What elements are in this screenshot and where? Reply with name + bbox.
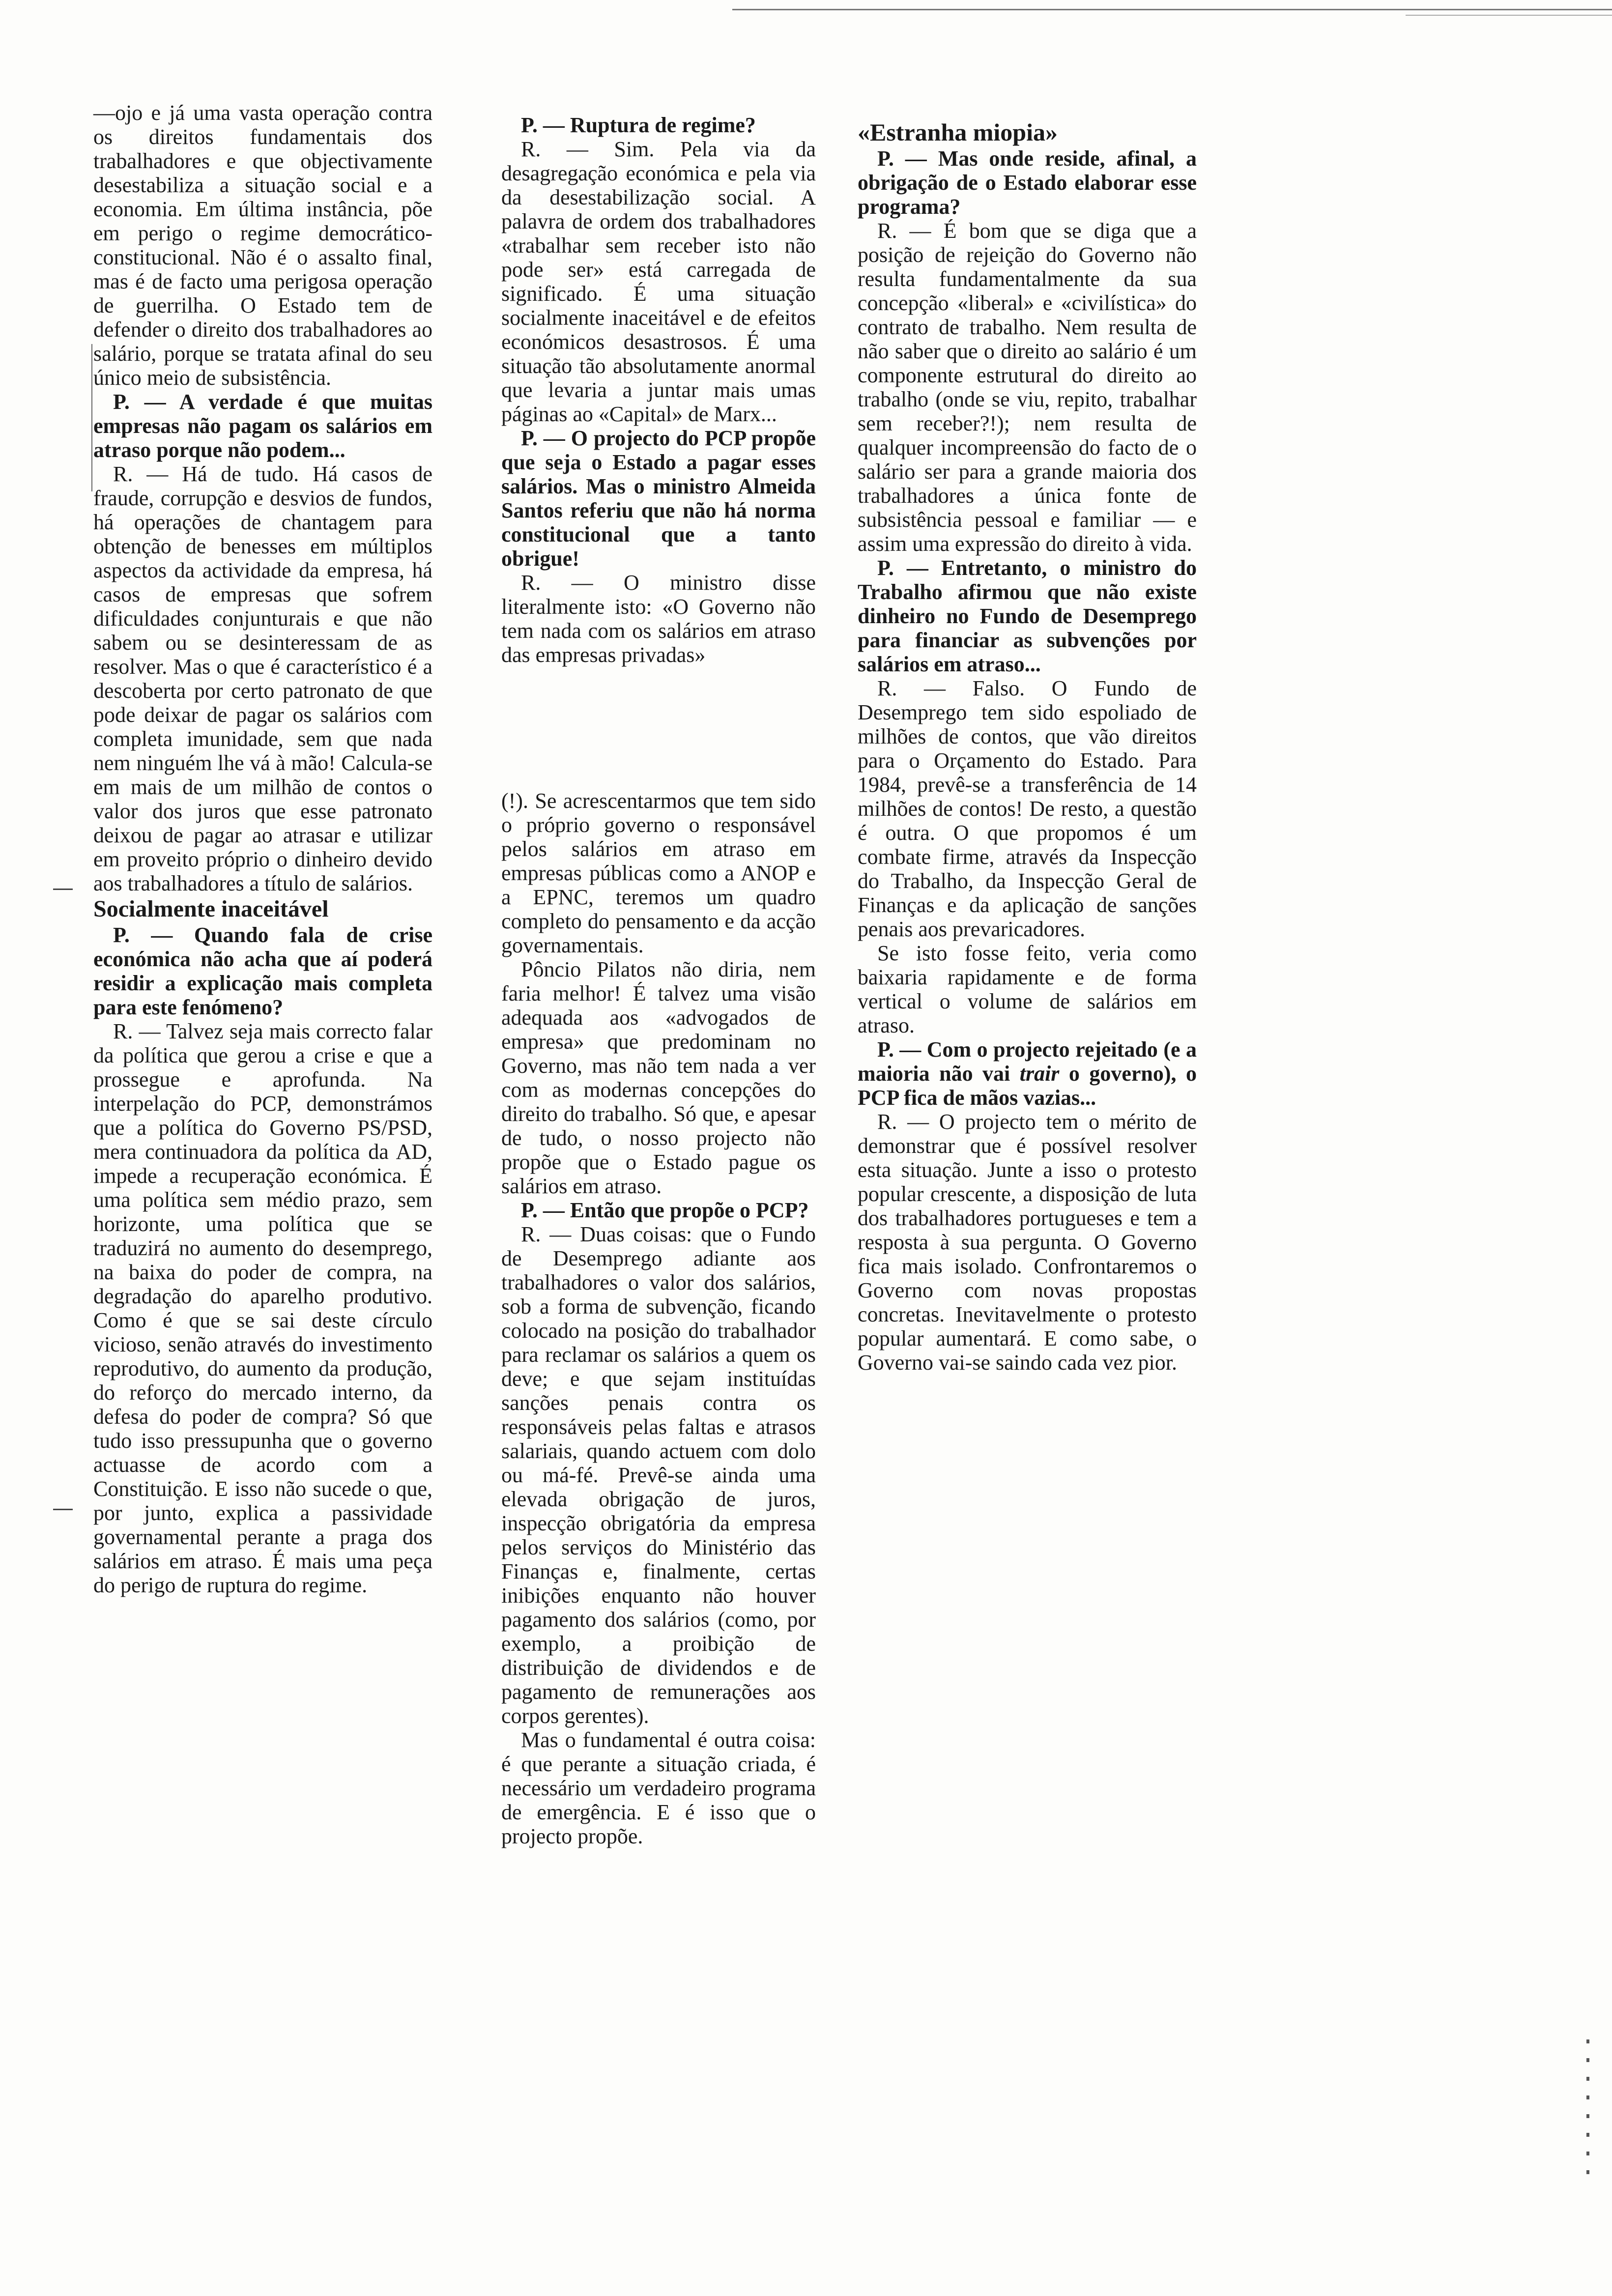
question: P. — Mas onde reside, afinal, a obrigação de o Estado elaborar esse programa? bbox=[858, 146, 1197, 219]
answer: R. — Duas coisas: que o Fundo de Desemprego adiante aos trabalhadores o valor dos salários, sob a forma de subvenção, ficando colocado na posição do trabalhador para reclamar os salários a quem os deve; e que sejam instituídas sanções penais contra os responsáveis pelas faltas e atrasos salariais, quando actuem com dolo ou má-fé. Prevê-se ainda uma elevada obrigação de juros, inspecção obrigatória da empresa pelos serviços do Ministério das Finanças e, finalmente, certas inibições enquanto não houver pagamento dos salários (como, por exemplo, a proibição de distribuição de dividendos e de pagamento de remunerações aos corpos gerentes). bbox=[501, 1222, 816, 1728]
answer: R. — Talvez seja mais correcto falar da política que gerou a crise e que a prossegue e aprofunda. Na interpelação do PCP, demonstrámos que a política do Governo PS/PSD, mera continuadora da política da AD, impede a recuperação económica. É uma política sem médio prazo, sem horizonte, uma política que se traduzirá no aumento do desemprego, na baixa do poder de compra, na degradação do aparelho produtivo. Como é que se sai deste círculo vicioso, senão através do investimento reprodutivo, do aumento da produção, do reforço do mercado interno, da defesa do poder de compra? Só que tudo isso pressupunha que o governo actuasse de acordo com a Constituição. E isso não sucede o que, por junto, explica a passividade governamental perante a praga dos salários em atraso. É mais uma peça do perigo de ruptura do regime. bbox=[93, 1019, 432, 1597]
question: P. — A verdade é que muitas empresas não pagam os salários em atraso porque não podem... bbox=[93, 390, 432, 462]
question: P. — Entretanto, o ministro do Trabalho afirmou que não existe dinheiro no Fundo de Desemprego para financiar as subvenções por salários em atraso... bbox=[858, 556, 1197, 676]
question: P. — Ruptura de regime? bbox=[521, 113, 756, 137]
paragraph: —ojo e já uma vasta operação contra os direitos fundamentais dos trabalhadores e que objectivamente desestabiliza a situação social e a economia. Em última instância, põe em perigo o regime democrático-constitucional. Não é o assalto final, mas é de facto uma perigosa operação de guerrilha. O Estado tem de defender o direito dos trabalhadores ao salário, porque se tratata afinal do seu único meio de subsistência. bbox=[93, 101, 432, 390]
column-3 bbox=[858, 118, 1197, 1375]
column-2-bottom bbox=[501, 789, 816, 1848]
paragraph: Mas o fundamental é outra coisa: é que perante a situação criada, é necessário um verdadeiro programa de emergência. E é isso que o projecto propõe. bbox=[501, 1728, 816, 1848]
answer: R. — Há de tudo. Há casos de fraude, corrupção e desvios de fundos, há operações de chantagem para obtenção de benesses em múltiplos aspectos da actividade da empresa, há casos de empresas que sofrem dificuldades conjunturais e que não sabem ou se desinteressam de as resolver. Mas o que é característico é a descoberta por certo patronato de que pode deixar de pagar os salários com completa imunidade, sem que nada nem ninguém lhe vá à mão! Calcula-se em mais de um milhão de contos o valor dos juros que esse patronato deixou de pagar ao atrasar e utilizar em proveito próprio o dinheiro devido aos trabalhadores a título de salários. bbox=[93, 462, 432, 895]
answer: R. — Falso. O Fundo de Desemprego tem sido espoliado de milhões de contos, que vão direitos para o Orçamento do Estado. Para 1984, prevê-se a transferência de 14 milhões de contos! De resto, a questão é outra. O que propomos é um combate firme, através da Inspecção do Trabalho, da Inspecção Geral de Finanças e da aplicação de sanções penais aos prevaricadores. bbox=[858, 676, 1197, 941]
answer: R. — O projecto tem o mérito de demonstrar que é possível resolver esta situação. Junte a isso o protesto popular crescente, a disposição de luta dos trabalhadores portugueses e tem a resposta à sua pergunta. O Governo fica mais isolado. Confrontaremos o Governo com novas propostas concretas. Inevitavelmente o protesto popular aumentará. E como sabe, o Governo vai-se saindo cada vez pior. bbox=[858, 1110, 1197, 1375]
margin-dash bbox=[53, 1509, 73, 1510]
question-italic: trair bbox=[1019, 1062, 1060, 1086]
margin-mark bbox=[91, 344, 92, 491]
question-part: P. — Com o projecto rejeitado (e a maioria não vai bbox=[858, 1037, 1197, 1086]
question: P. — Quando fala de crise económica não acha que aí poderá residir a explicação mais completa para este fenómeno? bbox=[93, 923, 432, 1019]
column-2-top bbox=[501, 113, 816, 667]
paragraph: Se isto fosse feito, veria como baixaria rapidamente e de forma vertical o volume de salários em atraso. bbox=[858, 941, 1197, 1037]
paragraph: (!). Se acrescentarmos que tem sido o próprio governo o responsável pelos salários em atraso em empresas públicas como a ANOP e a EPNC, teremos um quadro completo do pensamento e da acção governamentais. bbox=[501, 789, 816, 957]
paragraph: Pôncio Pilatos não diria, nem faria melhor! É talvez uma visão adequada aos «advogados de empresa» que predominam no Governo, mas não tem nada a ver com as modernas concepções do direito do trabalho. Só que, e apesar de tudo, o nosso projecto não propõe que o Estado pague os salários em atraso. bbox=[501, 957, 816, 1198]
edge-dots bbox=[1586, 2039, 1589, 2177]
question-part: o governo), o PCP fica de mãos vazias... bbox=[858, 1062, 1197, 1110]
answer: R. — É bom que se diga que a posição de rejeição do Governo não resulta fundamentalmente da sua concepção «liberal» e «civilística» do contrato de trabalho. Nem resulta de não saber que o direito ao salário é um componente estrutural do direito ao trabalho (onde se viu, repito, trabalhar sem receber?!); nem resulta de qualquer incompreensão do facto de o salário ser para a grande maioria dos trabalhadores a única fonte de subsistência pessoal e familiar — e assim uma expressão do direito à vida. bbox=[858, 219, 1197, 556]
subheading: Socialmente inaceitável bbox=[93, 896, 329, 922]
top-rule bbox=[732, 9, 1612, 10]
answer: R. — Sim. Pela via da desagregação económica e pela via da desestabilização social. A palavra de ordem dos trabalhadores «trabalhar sem receber isto não pode ser» está carregada de significado. É uma situação socialmente inaceitável e de efeitos económicos desastrosos. É uma situação tão absolutamente anormal que levaria a juntar mais umas páginas ao «Capital» de Marx... bbox=[501, 137, 816, 426]
top-rule-faint bbox=[1406, 15, 1612, 16]
answer: R. — O ministro disse literalmente isto: «O Governo não tem nada com os salários em atraso das empresas privadas» bbox=[501, 571, 816, 667]
question: P. — Então que propõe o PCP? bbox=[521, 1198, 809, 1222]
question bbox=[858, 1037, 1197, 1110]
question: P. — O projecto do PCP propõe que seja o Estado a pagar esses salários. Mas o ministro Almeida Santos referiu que não há norma constitucional que a tanto obrigue! bbox=[501, 426, 816, 571]
margin-dash bbox=[53, 889, 73, 890]
subheading: «Estranha miopia» bbox=[858, 118, 1058, 146]
column-1 bbox=[93, 101, 432, 1597]
